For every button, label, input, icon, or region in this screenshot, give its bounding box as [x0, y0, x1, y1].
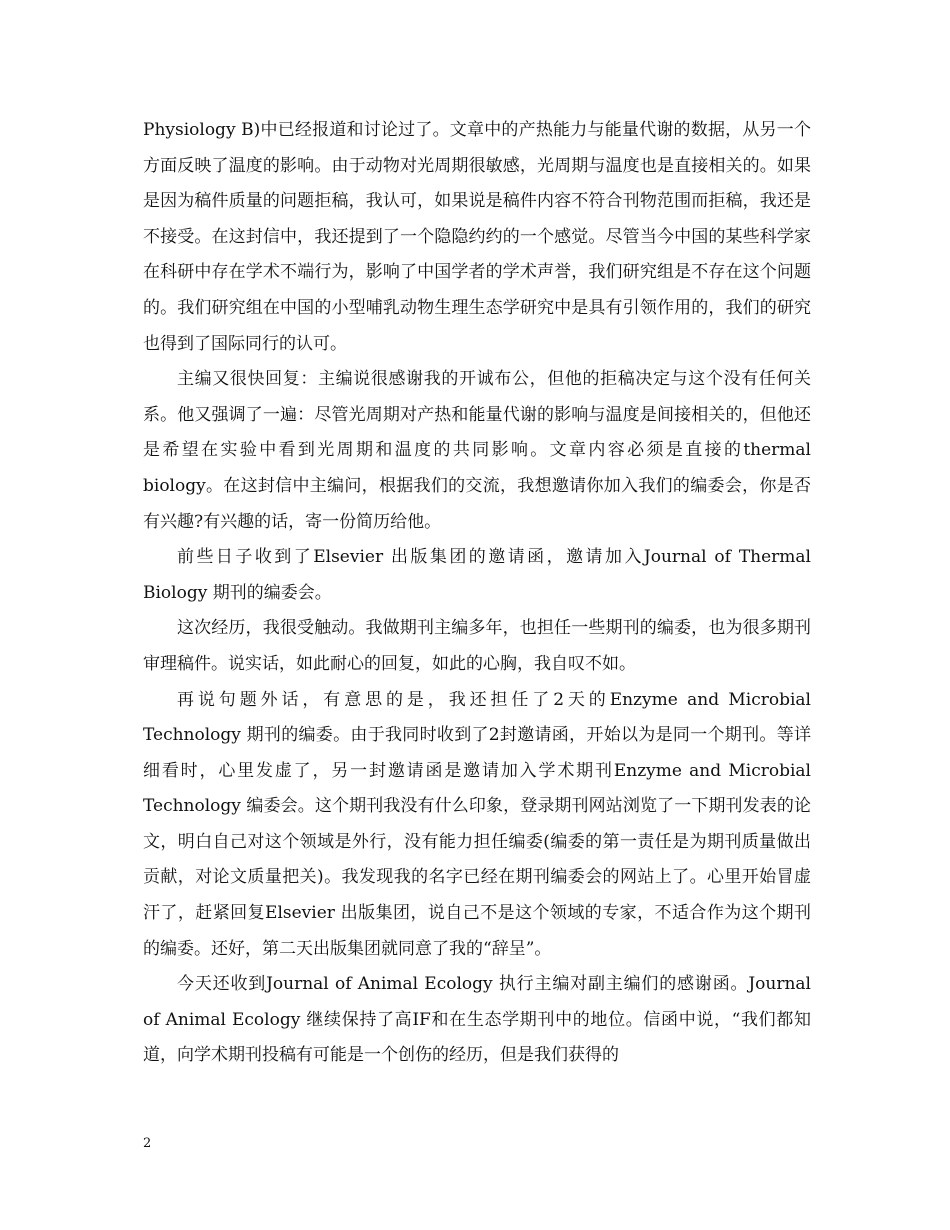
- paragraph-2: 主编又很快回复：主编说很感谢我的开诚布公，但他的拒稿决定与这个没有任何关系。他又强调了一遍：尽管光周期对产热和能量代谢的影响与温度是间接相关的，但他还是希望在实验中看到光周期和温度的共同影响。文章内容必须是直接的thermal biology。在这封信中主编问，根据我们的交流，我想邀请你加入我们的编委会，你是否有兴趣?有兴趣的话，寄一份简历给他。: [143, 369, 811, 532]
- paragraph-6: 今天还收到Journal of Animal Ecology 执行主编对副主编们的感谢函。Journal of Animal Ecology 继续保持了高IF和在生态学期刊中的地位。信函中说，“我们都知道，向学术期刊投稿有可能是一个创伤的经历，但是我们获得的: [143, 974, 811, 1066]
- paragraph-1: Physiology B)中已经报道和讨论过了。文章中的产热能力与能量代谢的数据，从另一个方面反映了温度的影响。由于动物对光周期很敏感，光周期与温度也是直接相关的。如果是因为稿件质量的问题拒稿，我认可，如果说是稿件内容不符合刊物范围而拒稿，我还是不接受。在这封信中，我还提到了一个隐隐约约的一个感觉。尽管当今中国的某些科学家在科研中存在学术不端行为，影响了中国学者的学术声誉，我们研究组是不存在这个问题的。我们研究组在中国的小型哺乳动物生理生态学研究中是具有引领作用的，我们的研究也得到了国际同行的认可。: [143, 120, 811, 354]
- body-text: [143, 113, 811, 1074]
- paragraph-5: 再说句题外话，有意思的是，我还担任了2天的Enzyme and Microbial Technology 期刊的编委。由于我同时收到了2封邀请函，开始以为是同一个期刊。等详细看时，心里发虚了，另一封邀请函是邀请加入学术期刊Enzyme and Microbial Technology 编委会。这个期刊我没有什么印象，登录期刊网站浏览了一下期刊发表的论文，明白自己对这个领域是外行，没有能力担任编委(编委的第一责任是为期刊质量做出贡献，对论文质量把关)。我发现我的名字已经在期刊编委会的网站上了。心里开始冒虚汗了，赶紧回复Elsevier 出版集团，说自己不是这个领域的专家，不适合作为这个期刊的编委。还好，第二天出版集团就同意了我的“辞呈”。: [143, 689, 811, 959]
- paragraph-4: 这次经历，我很受触动。我做期刊主编多年，也担任一些期刊的编委，也为很多期刊审理稿件。说实话，如此耐心的回复，如此的心胸，我自叹不如。: [143, 618, 811, 674]
- paragraph-3: 前些日子收到了Elsevier 出版集团的邀请函，邀请加入Journal of Thermal Biology 期刊的编委会。: [143, 547, 811, 603]
- page-number: 2: [143, 1136, 152, 1151]
